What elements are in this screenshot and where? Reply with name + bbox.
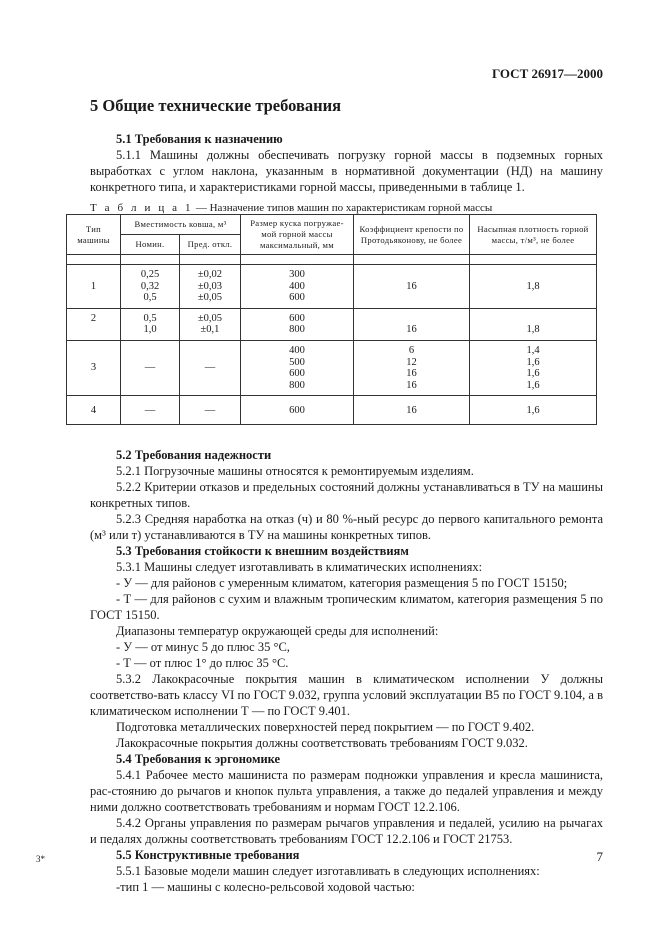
sheet-mark: 3* [36,854,45,864]
cell-coefficient: 16 [354,396,470,425]
cell-type: 3 [67,340,121,395]
table-caption-label: Т а б л и ц а 1 [90,202,194,214]
header-type: Тип машины [67,215,121,255]
paragraph: 5.3.2 Лакокрасочные покрытия машин в климатическом исполнении У должны соответство-вать классу VI по ГОСТ 9.032, группа условий эксплуатации В5 по ГОСТ 9.104, а в климатическом исполнении Т — по ГОСТ 9.401. [90,672,603,718]
paragraph: 5.2.3 Средняя наработка на отказ (ч) и 80 %-ный ресурс до первого капитального ремонта (м³ или т) устанавливаются в ТУ на машины конкретных типов. [90,512,603,542]
paragraph: 5.1.1 Машины должны обеспечивать погрузку горной массы в подземных горных выработках с углом наклона, указанным в нормативной документации (НД) на машину конкретного типа, и характеристиками горной массы, приведенными в таблице 1. [90,148,603,194]
section-title: 5 Общие технические требования [90,96,342,115]
paragraph: Лакокрасочные покрытия должны соответствовать требованиям ГОСТ 9.032. [116,736,528,750]
cell-size: 300 400 600 [241,265,354,309]
cell-nominal: 0,5 1,0 [121,308,180,340]
cell-type: 2 [67,308,121,340]
paragraph: 5.3.1 Машины следует изготавливать в климатических исполнениях: [116,560,483,574]
paragraph: Подготовка металлических поверхностей перед покрытием — по ГОСТ 9.402. [116,720,535,734]
cell-density: 1,4 1,6 1,6 1,6 [470,340,597,395]
cell-size: 600 [241,396,354,425]
cell-deviation: ±0,02 ±0,03 ±0,05 [180,265,241,309]
paragraph: - Т — для районов с сухим и влажным тропическим климатом, категория размещения 5 по ГОСТ 15150. [90,592,603,622]
paragraph: 5.5.1 Базовые модели машин следует изготавливать в следующих исполнениях: [116,864,540,878]
table-caption-text: — Назначение типов машин по характеристикам горной массы [193,202,493,214]
paragraph: 5.2.2 Критерии отказов и предельных состояний должны устанавливаться в ТУ на машины конкретных типов. [90,480,603,510]
table-row [67,340,597,395]
header-size: Размер куска погружае-мой горной массы максимальный, мм [241,215,354,255]
table-row [67,308,597,340]
cell-deviation: — [180,340,241,395]
table-row [67,396,597,425]
cell-nominal: — [121,340,180,395]
cell-coefficient: 6 12 16 16 [354,340,470,395]
table-1 [66,214,597,425]
paragraph: 5.4.2 Органы управления по размерам рычагов управления и педалей, усилию на рычагах и педалях должны соответствовать требованиям ГОСТ 12.2.106 и ГОСТ 21753. [90,816,603,846]
table-row [67,265,597,309]
cell-coefficient: 16 [354,265,470,309]
cell-nominal: 0,25 0,32 0,5 [121,265,180,309]
section-5-2-to-5-5 [90,447,603,895]
paragraph: 5.4.1 Рабочее место машиниста по размерам подножки управления и кресла машиниста, рас-стоянию до рычагов и кнопок пульта управления, а также до педалей управления и между ними должно соответствовать требованиям и нормам ГОСТ 12.2.106. [90,768,603,814]
cell-density: 1,8 [470,265,597,309]
cell-type: 1 [67,265,121,309]
subsection-title: 5.1 Требования к назначению [116,132,283,146]
standard-number: ГОСТ 26917—2000 [491,66,603,81]
cell-size: 600 800 [241,308,354,340]
paragraph: - У — от минус 5 до плюс 35 °С, [116,640,290,654]
subsection-title: 5.5 Конструктивные требования [116,848,300,862]
header-deviation: Пред. откл. [180,235,241,255]
paragraph: - У — для районов с умеренным климатом, категория размещения 5 по ГОСТ 15150; [116,576,568,590]
paragraph: -тип 1 — машины с колесно-рельсовой ходовой частью: [116,880,415,894]
cell-nominal: — [121,396,180,425]
cell-size: 400 500 600 800 [241,340,354,395]
cell-coefficient: 16 [354,308,470,340]
paragraph: 5.2.1 Погрузочные машины относятся к ремонтируемым изделиям. [116,464,474,478]
header-capacity: Вместимость ковша, м³ [121,215,241,235]
cell-deviation: ±0,05 ±0,1 [180,308,241,340]
header-density: Насыпная плотность горной массы, т/м³, не более [470,215,597,255]
paragraph: - Т — от плюс 1° до плюс 35 °С. [116,656,289,670]
subsection-title: 5.4 Требования к эргономике [116,752,281,766]
cell-density: 1,8 [470,308,597,340]
table-caption [90,202,492,214]
page-number: 7 [596,849,603,864]
cell-type: 4 [67,396,121,425]
header-nominal: Номин. [121,235,180,255]
cell-density: 1,6 [470,396,597,425]
header-coefficient: Коэффициент крепости по Протодьяконову, не более [354,215,470,255]
subsection-title: 5.3 Требования стойкости к внешним воздействиям [116,544,409,558]
paragraph: Диапазоны температур окружающей среды для исполнений: [116,624,439,638]
subsection-title: 5.2 Требования надежности [116,448,272,462]
cell-deviation: — [180,396,241,425]
section-5-1 [90,131,603,195]
